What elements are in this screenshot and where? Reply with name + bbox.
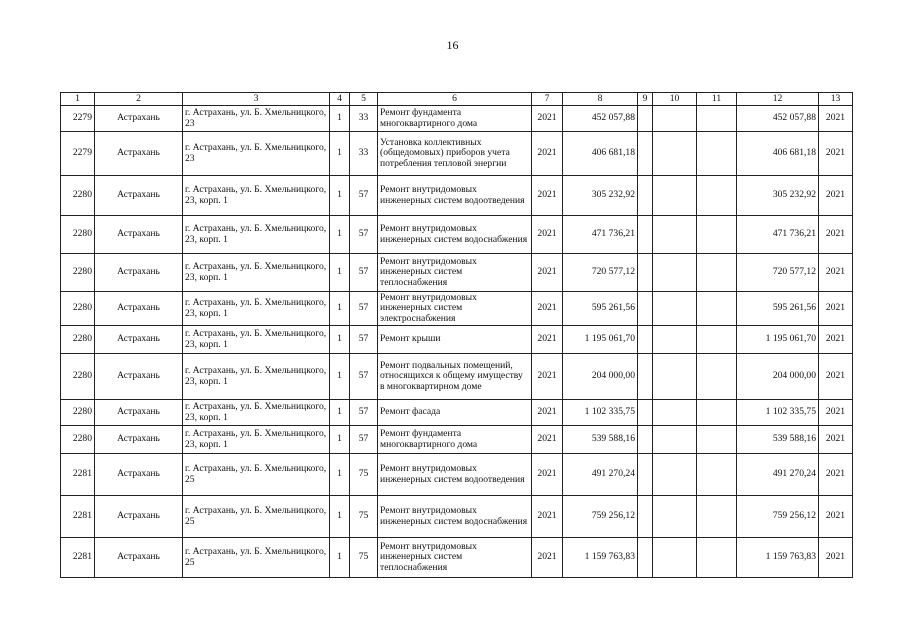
col11-cell	[697, 454, 737, 496]
year-cell: 2021	[532, 400, 563, 426]
col9-cell	[638, 454, 653, 496]
total-cost-cell: 1 102 335,75	[737, 400, 819, 426]
city-cell: Астрахань	[95, 216, 183, 254]
address-cell: г. Астрахань, ул. Б. Хмельницкого, 23, корп. 1	[183, 254, 330, 292]
table-row	[61, 454, 853, 496]
work-type-cell: Ремонт внутридомовых инженерных систем водоотведения	[378, 454, 532, 496]
col10-cell	[653, 400, 697, 426]
total-cost-cell: 1 195 061,70	[737, 326, 819, 354]
col10-cell	[653, 216, 697, 254]
work-type-cell: Ремонт внутридомовых инженерных систем теплоснабжения	[378, 254, 532, 292]
count-cell: 1	[330, 326, 350, 354]
cost-cell: 759 256,12	[563, 496, 638, 538]
work-type-cell: Ремонт фундамента многоквартирного дома	[378, 106, 532, 132]
table-row	[61, 400, 853, 426]
work-type-cell: Установка коллективных (общедомовых) приборов учета потребления тепловой энергии	[378, 132, 532, 176]
col9-cell	[638, 496, 653, 538]
col10-cell	[653, 326, 697, 354]
column-header: 10	[653, 93, 697, 106]
column-header: 11	[697, 93, 737, 106]
city-cell: Астрахань	[95, 400, 183, 426]
number-cell: 57	[350, 292, 378, 326]
year-cell: 2021	[532, 216, 563, 254]
completion-year-cell: 2021	[819, 216, 853, 254]
number-cell: 75	[350, 538, 378, 578]
count-cell: 1	[330, 496, 350, 538]
col11-cell	[697, 400, 737, 426]
year-cell: 2021	[532, 254, 563, 292]
year-cell: 2021	[532, 292, 563, 326]
record-id-cell: 2279	[61, 106, 95, 132]
cost-cell: 204 000,00	[563, 354, 638, 400]
work-type-cell: Ремонт подвальных помещений, относящихся к общему имуществу в многоквартирном доме	[378, 354, 532, 400]
cost-cell: 491 270,24	[563, 454, 638, 496]
column-header: 9	[638, 93, 653, 106]
cost-cell: 406 681,18	[563, 132, 638, 176]
number-cell: 33	[350, 106, 378, 132]
table-row	[61, 354, 853, 400]
table-row	[61, 292, 853, 326]
col11-cell	[697, 538, 737, 578]
number-cell: 57	[350, 354, 378, 400]
city-cell: Астрахань	[95, 426, 183, 454]
column-header: 4	[330, 93, 350, 106]
address-cell: г. Астрахань, ул. Б. Хмельницкого, 23, корп. 1	[183, 426, 330, 454]
address-cell: г. Астрахань, ул. Б. Хмельницкого, 23, корп. 1	[183, 400, 330, 426]
cost-cell: 471 736,21	[563, 216, 638, 254]
address-cell: г. Астрахань, ул. Б. Хмельницкого, 25	[183, 454, 330, 496]
work-type-cell: Ремонт крыши	[378, 326, 532, 354]
work-type-cell: Ремонт фундамента многоквартирного дома	[378, 426, 532, 454]
col9-cell	[638, 132, 653, 176]
city-cell: Астрахань	[95, 254, 183, 292]
count-cell: 1	[330, 292, 350, 326]
total-cost-cell: 595 261,56	[737, 292, 819, 326]
record-id-cell: 2280	[61, 292, 95, 326]
col11-cell	[697, 426, 737, 454]
col9-cell	[638, 400, 653, 426]
city-cell: Астрахань	[95, 326, 183, 354]
cost-cell: 1 102 335,75	[563, 400, 638, 426]
cost-cell: 539 588,16	[563, 426, 638, 454]
col9-cell	[638, 254, 653, 292]
work-type-cell: Ремонт фасада	[378, 400, 532, 426]
col10-cell	[653, 292, 697, 326]
total-cost-cell: 539 588,16	[737, 426, 819, 454]
year-cell: 2021	[532, 132, 563, 176]
column-header: 12	[737, 93, 819, 106]
col9-cell	[638, 106, 653, 132]
total-cost-cell: 720 577,12	[737, 254, 819, 292]
city-cell: Астрахань	[95, 292, 183, 326]
work-type-cell: Ремонт внутридомовых инженерных систем водоснабжения	[378, 216, 532, 254]
column-header: 13	[819, 93, 853, 106]
col9-cell	[638, 354, 653, 400]
col11-cell	[697, 176, 737, 216]
address-cell: г. Астрахань, ул. Б. Хмельницкого, 23, корп. 1	[183, 326, 330, 354]
col9-cell	[638, 292, 653, 326]
number-cell: 33	[350, 132, 378, 176]
column-number-row	[61, 93, 853, 106]
total-cost-cell: 452 057,88	[737, 106, 819, 132]
year-cell: 2021	[532, 496, 563, 538]
year-cell: 2021	[532, 326, 563, 354]
cost-cell: 595 261,56	[563, 292, 638, 326]
completion-year-cell: 2021	[819, 426, 853, 454]
cost-cell: 1 159 763,83	[563, 538, 638, 578]
column-header: 1	[61, 93, 95, 106]
column-header: 8	[563, 93, 638, 106]
city-cell: Астрахань	[95, 176, 183, 216]
total-cost-cell: 491 270,24	[737, 454, 819, 496]
col11-cell	[697, 354, 737, 400]
year-cell: 2021	[532, 106, 563, 132]
column-header: 5	[350, 93, 378, 106]
col10-cell	[653, 496, 697, 538]
table-row	[61, 132, 853, 176]
address-cell: г. Астрахань, ул. Б. Хмельницкого, 23, корп. 1	[183, 176, 330, 216]
col11-cell	[697, 292, 737, 326]
completion-year-cell: 2021	[819, 326, 853, 354]
column-header: 6	[378, 93, 532, 106]
table-row	[61, 538, 853, 578]
count-cell: 1	[330, 354, 350, 400]
city-cell: Астрахань	[95, 454, 183, 496]
work-type-cell: Ремонт внутридомовых инженерных систем электроснабжения	[378, 292, 532, 326]
table-body	[61, 106, 853, 578]
column-header: 3	[183, 93, 330, 106]
col11-cell	[697, 216, 737, 254]
col11-cell	[697, 106, 737, 132]
record-id-cell: 2280	[61, 326, 95, 354]
count-cell: 1	[330, 400, 350, 426]
year-cell: 2021	[532, 354, 563, 400]
cost-cell: 1 195 061,70	[563, 326, 638, 354]
col11-cell	[697, 132, 737, 176]
total-cost-cell: 204 000,00	[737, 354, 819, 400]
count-cell: 1	[330, 106, 350, 132]
completion-year-cell: 2021	[819, 400, 853, 426]
col9-cell	[638, 426, 653, 454]
city-cell: Астрахань	[95, 132, 183, 176]
count-cell: 1	[330, 538, 350, 578]
table-row	[61, 254, 853, 292]
number-cell: 57	[350, 326, 378, 354]
work-type-cell: Ремонт внутридомовых инженерных систем водоотведения	[378, 176, 532, 216]
year-cell: 2021	[532, 176, 563, 216]
count-cell: 1	[330, 254, 350, 292]
col10-cell	[653, 254, 697, 292]
cost-cell: 452 057,88	[563, 106, 638, 132]
table-row	[61, 216, 853, 254]
col11-cell	[697, 496, 737, 538]
total-cost-cell: 471 736,21	[737, 216, 819, 254]
page-number: 16	[446, 38, 459, 52]
record-id-cell: 2281	[61, 496, 95, 538]
col10-cell	[653, 176, 697, 216]
record-id-cell: 2280	[61, 426, 95, 454]
address-cell: г. Астрахань, ул. Б. Хмельницкого, 23, корп. 1	[183, 354, 330, 400]
record-id-cell: 2280	[61, 254, 95, 292]
year-cell: 2021	[532, 426, 563, 454]
works-table	[60, 92, 853, 578]
work-type-cell: Ремонт внутридомовых инженерных систем теплоснабжения	[378, 538, 532, 578]
completion-year-cell: 2021	[819, 292, 853, 326]
col10-cell	[653, 132, 697, 176]
count-cell: 1	[330, 176, 350, 216]
year-cell: 2021	[532, 538, 563, 578]
number-cell: 57	[350, 426, 378, 454]
year-cell: 2021	[532, 454, 563, 496]
number-cell: 75	[350, 454, 378, 496]
address-cell: г. Астрахань, ул. Б. Хмельницкого, 23	[183, 106, 330, 132]
col10-cell	[653, 454, 697, 496]
number-cell: 57	[350, 254, 378, 292]
col9-cell	[638, 538, 653, 578]
col11-cell	[697, 254, 737, 292]
cost-cell: 305 232,92	[563, 176, 638, 216]
total-cost-cell: 1 159 763,83	[737, 538, 819, 578]
completion-year-cell: 2021	[819, 354, 853, 400]
col9-cell	[638, 326, 653, 354]
address-cell: г. Астрахань, ул. Б. Хмельницкого, 23, корп. 1	[183, 292, 330, 326]
col10-cell	[653, 354, 697, 400]
cost-cell: 720 577,12	[563, 254, 638, 292]
completion-year-cell: 2021	[819, 176, 853, 216]
col10-cell	[653, 538, 697, 578]
completion-year-cell: 2021	[819, 254, 853, 292]
city-cell: Астрахань	[95, 106, 183, 132]
table-row	[61, 426, 853, 454]
address-cell: г. Астрахань, ул. Б. Хмельницкого, 23	[183, 132, 330, 176]
record-id-cell: 2280	[61, 216, 95, 254]
record-id-cell: 2281	[61, 538, 95, 578]
number-cell: 75	[350, 496, 378, 538]
total-cost-cell: 305 232,92	[737, 176, 819, 216]
record-id-cell: 2280	[61, 354, 95, 400]
col10-cell	[653, 106, 697, 132]
address-cell: г. Астрахань, ул. Б. Хмельницкого, 25	[183, 538, 330, 578]
record-id-cell: 2281	[61, 454, 95, 496]
city-cell: Астрахань	[95, 496, 183, 538]
count-cell: 1	[330, 426, 350, 454]
col9-cell	[638, 216, 653, 254]
count-cell: 1	[330, 454, 350, 496]
record-id-cell: 2280	[61, 400, 95, 426]
table-row	[61, 326, 853, 354]
completion-year-cell: 2021	[819, 106, 853, 132]
table-row	[61, 496, 853, 538]
table-row	[61, 106, 853, 132]
record-id-cell: 2279	[61, 132, 95, 176]
column-header: 7	[532, 93, 563, 106]
count-cell: 1	[330, 132, 350, 176]
total-cost-cell: 759 256,12	[737, 496, 819, 538]
address-cell: г. Астрахань, ул. Б. Хмельницкого, 23, корп. 1	[183, 216, 330, 254]
col11-cell	[697, 326, 737, 354]
table-row	[61, 176, 853, 216]
completion-year-cell: 2021	[819, 538, 853, 578]
number-cell: 57	[350, 176, 378, 216]
address-cell: г. Астрахань, ул. Б. Хмельницкого, 25	[183, 496, 330, 538]
total-cost-cell: 406 681,18	[737, 132, 819, 176]
col9-cell	[638, 176, 653, 216]
count-cell: 1	[330, 216, 350, 254]
city-cell: Астрахань	[95, 354, 183, 400]
col10-cell	[653, 426, 697, 454]
column-header: 2	[95, 93, 183, 106]
completion-year-cell: 2021	[819, 132, 853, 176]
number-cell: 57	[350, 216, 378, 254]
completion-year-cell: 2021	[819, 454, 853, 496]
completion-year-cell: 2021	[819, 496, 853, 538]
city-cell: Астрахань	[95, 538, 183, 578]
record-id-cell: 2280	[61, 176, 95, 216]
work-type-cell: Ремонт внутридомовых инженерных систем водоснабжения	[378, 496, 532, 538]
number-cell: 57	[350, 400, 378, 426]
